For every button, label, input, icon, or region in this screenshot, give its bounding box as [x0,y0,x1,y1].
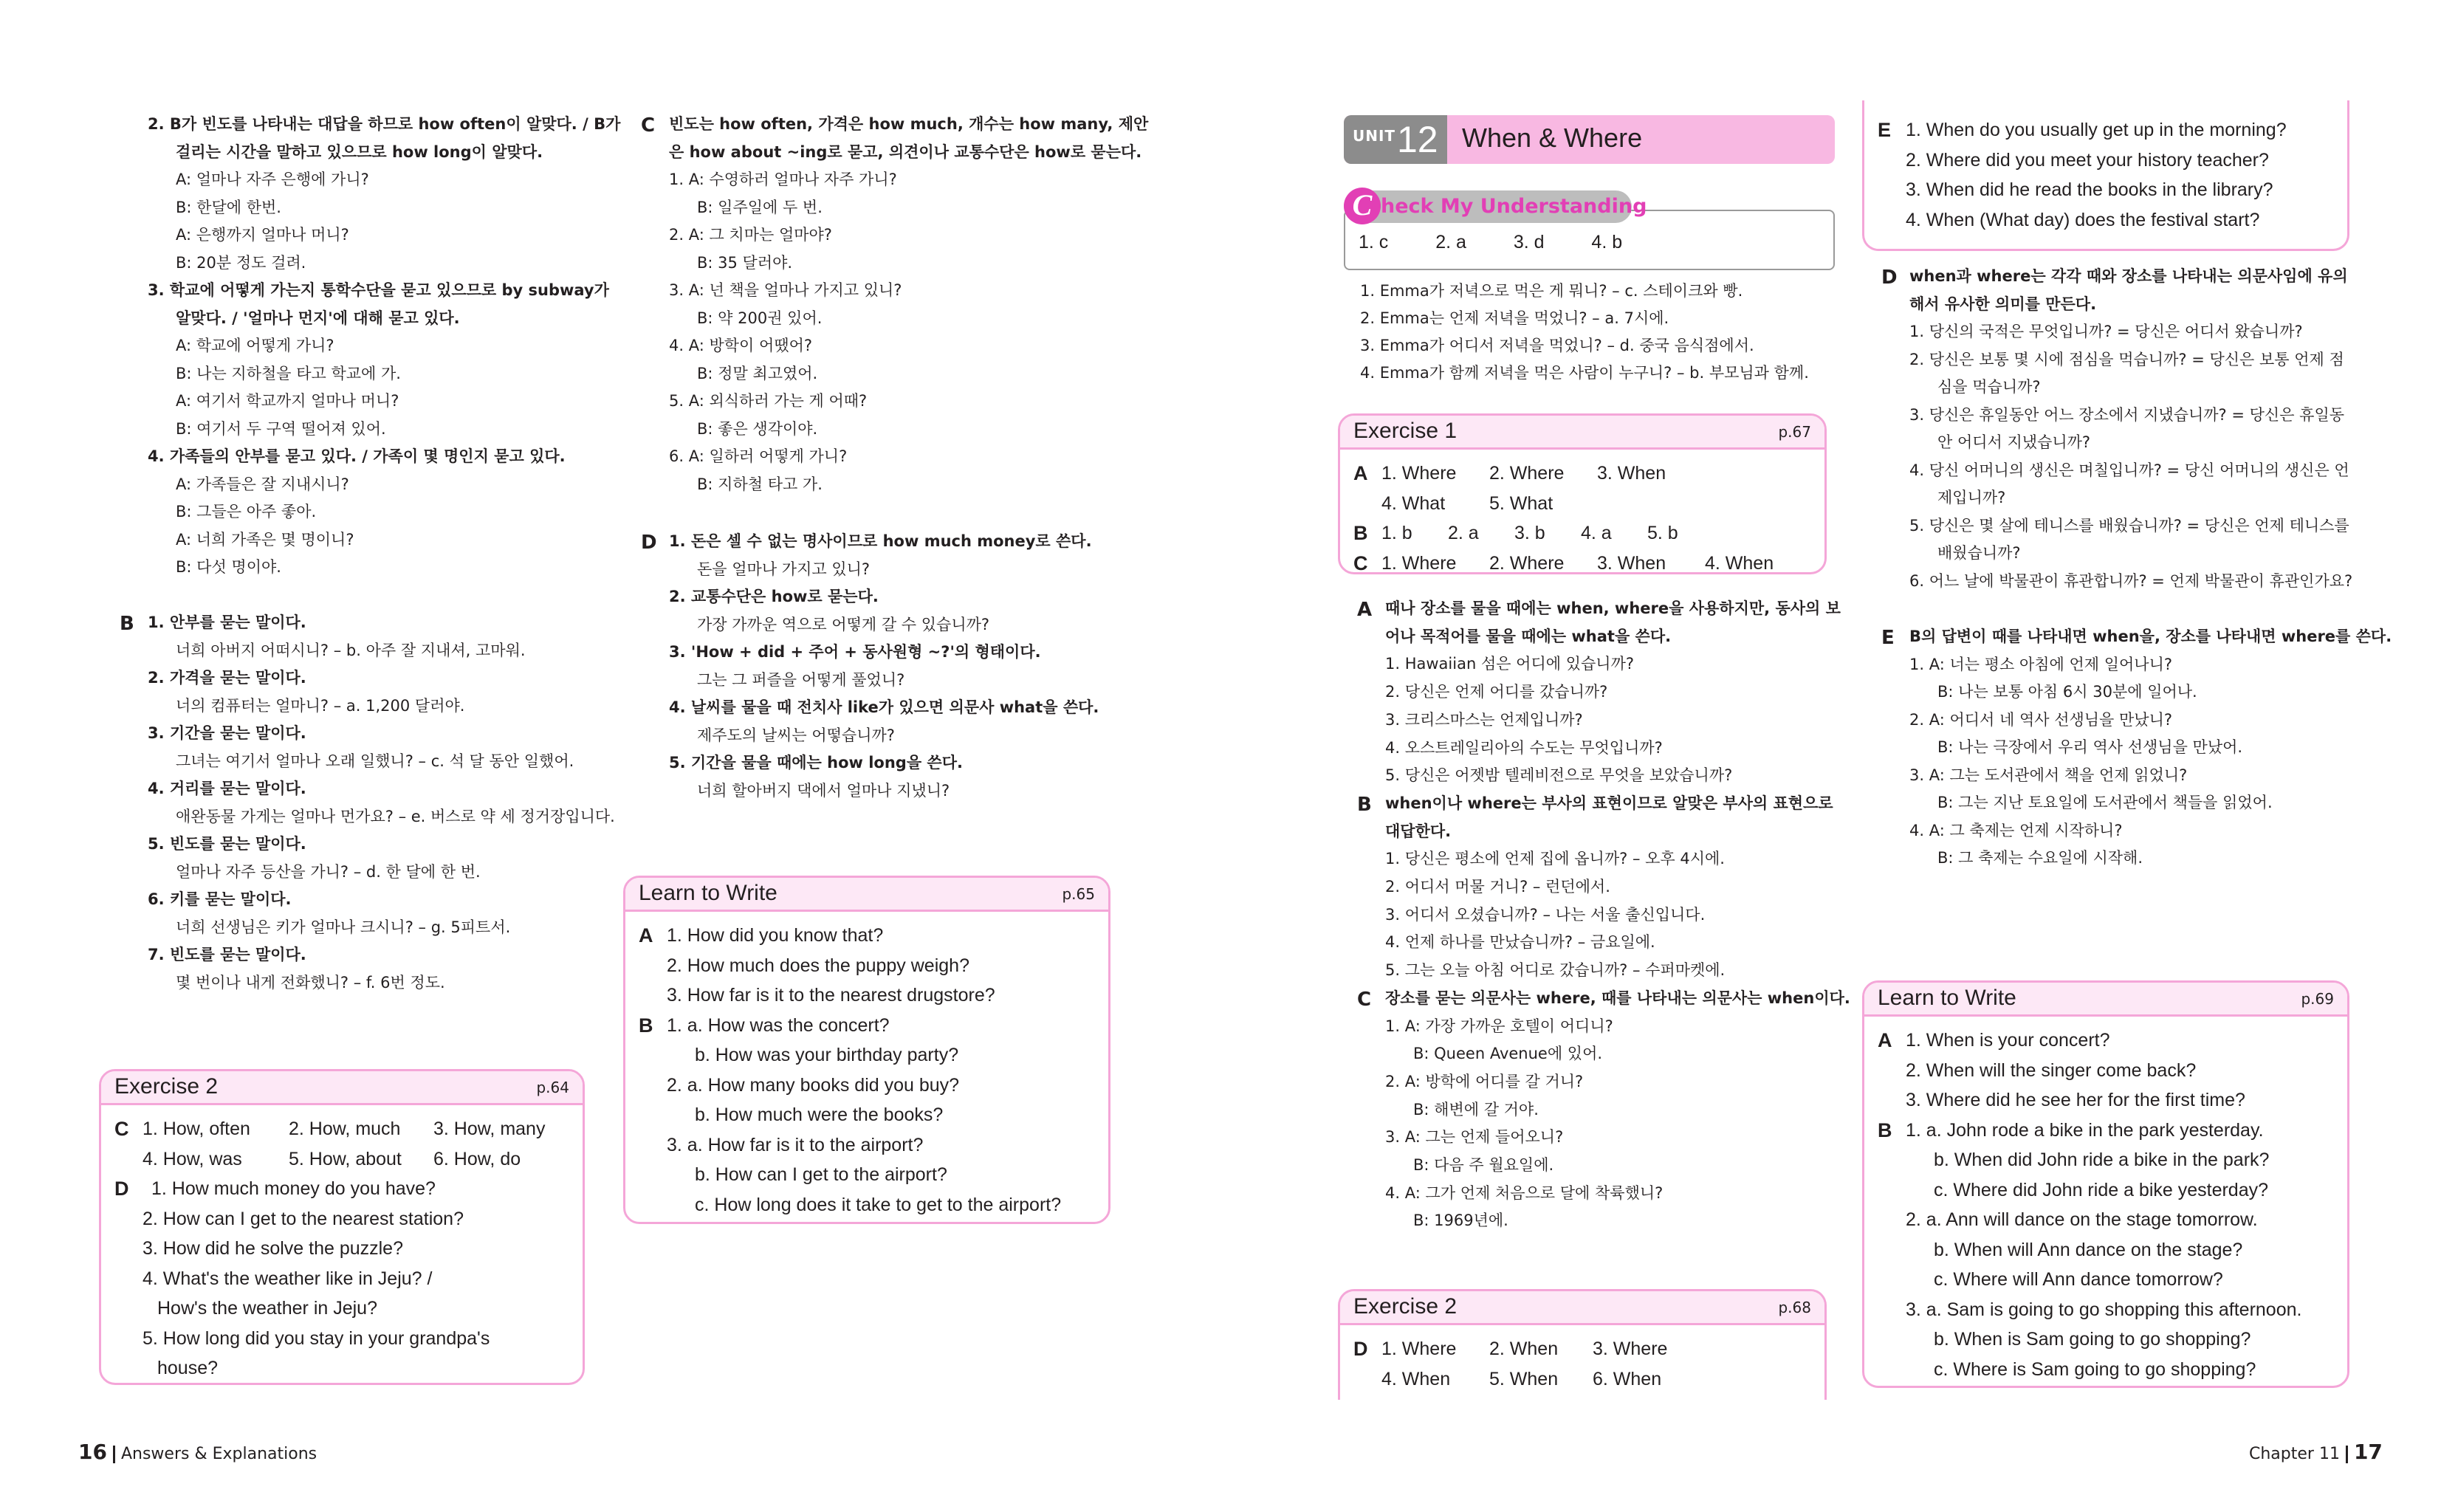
answer: 2. a. How many books did you buy? [667,1074,960,1096]
explanation-line: 장소를 묻는 의문사는 where, 때를 나타내는 의문사는 when이다. [1385,989,1850,1007]
unit-number: 12 [1397,119,1438,160]
explanation-line: B: 해변에 갈 거야. [1413,1100,1539,1118]
section-letter: A [639,924,653,946]
answer: 3. b [1514,523,1545,543]
section-c [1357,985,1850,1235]
answer: c. Where is Sam going to go shopping? [1934,1358,2256,1380]
explanation-line: 5. 그는 오늘 아침 어디로 갔습니까? – 수퍼마켓에. [1385,961,1726,980]
explanation-line: 배웠습니까? [1937,544,2021,562]
answer: 2. a. Ann will dance on the stage tomorrow. [1906,1209,2258,1230]
explanation-line: 4. 당신 어머니의 생신은 며칠입니까? = 당신 어머니의 생신은 언 [1909,461,2349,479]
section-c-lines [1385,985,1850,1235]
explanation-line: 1. A: 수영하러 얼마나 자주 가니? [669,171,897,188]
section-letter: C [1353,551,1368,574]
answer: 2. a [1448,523,1479,543]
answer: 2. a [1435,232,1466,252]
explanation-line: 2. Emma는 언제 저녁을 먹었니? – a. 7시에. [1360,309,1669,327]
explanation-line: 안 어디서 지냈습니까? [1937,433,2091,451]
explanation-line: 2. A: 방학에 어디를 갈 거니? [1385,1072,1584,1090]
explanation-line: 3. 학교에 어떻게 가는지 통학수단을 묻고 있으므로 by subway가 [148,281,609,299]
explanation-line: 2. 가격을 묻는 말이다. [148,669,306,687]
explanation-line: A: 은행까지 얼마나 머니? [176,226,349,244]
explanation-line: 3. 어디서 오셨습니까? – 나는 서울 출신입니다. [1385,905,1706,924]
explanation-line: 5. 빈도를 묻는 말이다. [148,835,306,853]
answer: 4. What's the weather like in Jeju? / [143,1268,433,1289]
exercise-1-explanations [1357,595,1850,1235]
page-number: 17 [2353,1440,2383,1464]
answer: 5. b [1647,523,1678,543]
explanation-line: B: 다음 주 월요일에. [1413,1156,1554,1175]
section-letter: A [1357,599,1373,621]
answer: 2. When will the singer come back? [1906,1059,2197,1081]
explanation-line: 너희 아버지 어떠시니? – b. 아주 잘 지내셔, 고마워. [176,641,526,659]
explanation-line: B: 지하철 타고 가. [697,475,823,493]
explanation-line: 2. A: 어디서 네 역사 선생님을 만났니? [1909,710,2173,729]
explanation-line: 돈을 얼마나 가지고 있니? [697,560,871,578]
box-title: Exercise 2 [114,1074,219,1099]
answer: 3. How far is it to the nearest drugstore? [667,985,995,1006]
answer: 2. How much does the puppy weigh? [667,955,969,976]
explanation-line: 너희 선생님은 키가 얼마나 크시니? – g. 5피트서. [176,918,511,936]
section-letter: C [1357,988,1372,1011]
section-d [1881,263,2361,595]
answer: 1. a. John rode a bike in the park yesterday. [1906,1119,2264,1141]
explanation-line: 2. 당신은 보통 몇 시에 점심을 먹습니까? = 당신은 보통 언제 점 [1909,350,2344,368]
explanation-line: B: 한달에 한번. [176,198,281,216]
explanation-line: 5. A: 외식하러 가는 게 어때? [669,392,868,410]
explanation-line: A: 얼마나 자주 은행에 가니? [176,171,369,188]
c-badge-icon: C [1344,188,1381,224]
answer: 4. When (What day) does the festival start? [1906,209,2260,230]
exercise-2-box-right [1338,1289,1827,1400]
answer: 5. When [1489,1368,1559,1389]
explanation-line: 4. 가족들의 안부를 묻고 있다. / 가족이 몇 명인지 묻고 있다. [148,447,566,465]
explanation-line: B: 일주일에 두 번. [697,198,823,216]
answer: 3. a. How far is it to the airport? [667,1134,924,1155]
answer: 2. Where [1489,463,1565,484]
answer: 1. How, often [143,1118,250,1139]
explanation-line: 1. 당신의 국적은 무엇입니까? = 당신은 어디서 왔습니까? [1909,323,2303,340]
answer: How's the weather in Jeju? [157,1298,377,1319]
explanation-line: 제주도의 날씨는 어떻습니까? [697,726,895,744]
explanation-line: 1. 안부를 묻는 말이다. [148,614,306,631]
section-letter: B [1878,1118,1892,1141]
answer: 4. When [1705,552,1774,574]
answer: c. Where did John ride a bike yesterday? [1934,1179,2269,1200]
unit-title: When & Where [1462,123,1643,153]
answer: 5. What [1489,492,1553,514]
explanation-line: 3. A: 그는 언제 들어오니? [1385,1128,1564,1147]
cmu-answers [1359,232,1622,253]
explanation-line: 너의 컴퓨터는 얼마니? – a. 1,200 달러야. [176,696,465,715]
section-d [641,528,1128,805]
explanation-line: A: 가족들은 잘 지내시니? [176,475,349,493]
answer: 3. When [1597,552,1666,574]
section-letter: B [1357,793,1372,816]
answer: 6. When [1593,1368,1662,1389]
answer: 2. How can I get to the nearest station? [143,1208,464,1229]
section-letter: E [1878,119,1892,141]
section-letter: C [114,1118,129,1140]
exercise-2-continued-box [1862,100,2349,251]
answer: 6. How, do [433,1148,521,1169]
explanation-line: B: 여기서 두 구역 떨어져 있어. [176,419,386,438]
section-letter: A [1878,1029,1892,1051]
exercise-2-header [101,1071,583,1105]
answer: 1. When is your concert? [1906,1030,2110,1051]
exercise-2-box-left [99,1069,585,1385]
answer: b. How much were the books? [695,1104,944,1125]
explanation-line: 5. 기간을 물을 때에는 how long을 쓴다. [669,754,963,772]
answer: 1. a. How was the concert? [667,1014,890,1036]
section-letter: A [1353,462,1368,484]
page-ref: p.67 [1778,423,1811,441]
section-e [1881,623,2392,873]
answer: 2. When [1489,1339,1559,1359]
explanation-line: 7. 빈도를 묻는 말이다. [148,946,306,963]
explanation-line: 3. A: 넌 책을 얼마나 가지고 있니? [669,281,902,299]
section-letter: D [1881,267,1898,289]
explanation-line: 4. 언제 하나를 만났습니까? – 금요일에. [1385,933,1655,952]
separator [113,1446,115,1463]
box-title: Learn to Write [1878,986,2016,1010]
explanation-line: 해서 유사한 의미를 만든다. [1909,295,2097,313]
explanation-line: 2. 당신은 언제 어디를 갔습니까? [1385,683,1608,701]
unit-tag [1344,115,1447,164]
answer: 4. How, was [143,1148,242,1169]
explanation-line: B: 나는 지하철을 타고 학교에 가. [176,364,401,382]
explanation-line: 제입니까? [1937,489,2006,506]
explanation-line: 2. 교통수단은 how로 묻는다. [669,588,879,605]
explanation-line: 4. 날씨를 물을 때 전치사 like가 있으면 의문사 what을 쓴다. [669,698,1099,716]
section-letter: E [1881,627,1895,649]
answer: 4. What [1381,492,1446,514]
explanation-line: B: 1969년에. [1413,1212,1508,1230]
explanation-line: B: 35 달러야. [697,253,793,272]
explanation-line: 빈도는 how often, 가격은 how much, 개수는 how many, 제안 [669,115,1149,133]
box-title: Exercise 1 [1353,419,1458,443]
learn-to-write-header [625,878,1108,912]
explanation-line: 심을 먹습니까? [1937,378,2041,396]
exercise-1-box [1338,413,1827,574]
section-letter: D [1353,1338,1368,1360]
explanation-line: 4. A: 그가 언제 처음으로 달에 착륙했니? [1385,1183,1664,1202]
section-b-lines [1385,790,1837,985]
explanation-line: 알맞다. / '얼마나 먼지'에 대해 묻고 있다. [176,309,460,327]
cmu-explanations [1360,278,1833,387]
explanation-line: 그녀는 여기서 얼마나 오래 일했니? – c. 석 달 동안 일했어. [176,752,574,770]
section-letter: D [114,1178,129,1200]
check-my-understanding-label [1344,188,1647,223]
explanation-line: when과 where는 각각 때와 장소를 나타내는 의문사임에 유의 [1909,267,2348,285]
explanation-line: 대답한다. [1385,822,1452,840]
footer-text: Chapter 11 [2249,1445,2340,1463]
explanation-line: 2. 어디서 머물 거니? – 런던에서. [1385,878,1610,896]
section-d-lines [669,528,1128,805]
answer: c. Where will Ann dance tomorrow? [1934,1269,2223,1290]
page-ref: p.68 [1778,1299,1811,1316]
explanation-line: B: 좋은 생각이야. [697,419,818,438]
explanation-line: 2. A: 그 치마는 얼마야? [669,226,832,244]
separator [2346,1446,2348,1463]
section-c [641,111,1149,498]
answer: 5. How, about [289,1148,402,1169]
explanation-line: B의 답변이 때를 나타내면 when을, 장소를 나타내면 where를 쓴다. [1909,628,2392,645]
answer: 1. b [1381,523,1412,543]
footer-right [2249,1440,2383,1464]
answer: 3. How did he solve the puzzle? [143,1238,403,1259]
answer: 5. How long did you stay in your grandpa's [143,1327,490,1349]
explanation-line: 6. A: 일하러 어떻게 가니? [669,447,848,465]
answer: house? [157,1358,219,1378]
explanation-line: 4. A: 그 축제는 언제 시작하니? [1909,821,2123,839]
answer: 4. b [1591,232,1623,252]
answer: 4. a [1581,523,1612,543]
answer: 3. How, many [433,1118,546,1139]
explanation-line: 그는 그 퍼즐을 어떻게 풀었니? [697,670,905,689]
left-column-2 [641,111,1149,805]
answer: c. How long does it take to get to the airport? [695,1194,1062,1215]
explanation-line: 3. A: 그는 도서관에서 책을 언제 읽었니? [1909,766,2188,784]
explanation-line: 1. 당신은 평소에 언제 집에 옵니까? – 오후 4시에. [1385,850,1725,868]
explanation-line: B: 정말 최고였어. [697,364,818,382]
answer: b. How can I get to the airport? [695,1164,947,1185]
section-b [1357,790,1837,985]
explanation-line: 때나 장소를 물을 때에는 when, where을 사용하지만, 동사의 보 [1385,599,1841,617]
learn-to-write-header [1864,983,2347,1017]
answer: 2. Where [1489,552,1565,574]
spacer [148,582,591,610]
answer: b. When is Sam going to go shopping? [1934,1329,2251,1350]
explanation-line: 6. 키를 묻는 말이다. [148,890,292,908]
answer: 1. Where [1381,1339,1457,1359]
explanation-line: 6. 어느 날에 박물관이 휴관합니까? = 언제 박물관이 휴관인가요? [1909,571,2353,590]
explanation-line: 걸리는 시간을 말하고 있으므로 how long이 알맞다. [176,142,543,161]
explanation-line: B: 약 200권 있어. [697,309,823,327]
page-ref: p.65 [1062,885,1095,903]
answer: 1. Where [1381,552,1457,574]
explanation-line: 4. Emma가 함께 저녁을 먹은 사람이 누구니? – b. 부모님과 함께. [1360,364,1809,382]
section-c-lines [669,111,1149,498]
explanation-line: A: 학교에 어떻게 가니? [176,337,334,354]
answer: b. When will Ann dance on the stage? [1934,1239,2243,1260]
section-d-lines [1909,263,2361,595]
section-letter: B [639,1014,653,1037]
explanation-line: 4. 거리를 묻는 말이다. [148,780,306,797]
explanation-line: 1. Emma가 저녁으로 먹은 게 뭐니? – c. 스테이크와 빵. [1360,282,1743,300]
explanation-line: 5. 당신은 어젯밤 텔레비전으로 무엇을 보았습니까? [1385,766,1733,785]
section-letter: C [641,114,656,137]
cmu-title: heck My Understanding [1381,195,1647,218]
answer: 1. c [1359,232,1389,252]
answer: 3. When did he read the books in the library? [1906,179,2273,200]
explanation-line: B: 다섯 명이야. [176,558,281,576]
answer: 3. d [1513,232,1545,252]
answer: b. When did John ride a bike in the park? [1934,1150,2270,1170]
right-column-2 [1881,263,2392,873]
section-letter: B [120,613,134,635]
explanation-line: B: 그 축제는 수요일에 시작해. [1937,849,2143,867]
answer: 1. How much money do you have? [151,1178,436,1199]
answer: 4. When [1381,1368,1451,1389]
explanation-line: A: 여기서 학교까지 얼마나 머니? [176,392,399,410]
learn-to-write-box-right [1862,980,2349,1388]
explanation-line: when이나 where는 부사의 표현이므로 알맞은 부사의 표현으로 [1385,794,1833,812]
section-b [120,609,591,637]
explanation-line: B: 나는 극장에서 우리 역사 선생님을 만났어. [1937,738,2243,756]
section-letter: D [641,532,657,554]
answer: 2. Where did you meet your history teacher? [1906,149,2269,171]
section-a-lines [1385,595,1841,790]
explanation-line: 1. A: 너는 평소 아침에 언제 일어나니? [1909,655,2173,673]
explanation-line: B: 그들은 아주 좋아. [176,503,317,520]
explanation-line: 1. 돈은 셀 수 없는 명사이므로 how much money로 쓴다. [669,532,1092,550]
explanation-line: 어나 목적어를 물을 때에는 what을 쓴다. [1385,627,1672,645]
left-column-1 [120,111,621,997]
explanation-line: B: Queen Avenue에 있어. [1413,1045,1603,1063]
explanation-line: 너희 할아버지 댁에서 얼마나 지냈니? [697,781,950,800]
answer: 3. Where [1593,1339,1668,1359]
explanation-line: 3. Emma가 어디서 저녁을 먹었니? – d. 중국 음식점에서. [1360,337,1754,354]
exercise-1-header [1340,416,1824,450]
answer: b. How was your birthday party? [695,1045,959,1065]
footer-left [78,1440,317,1464]
exercise-2-header [1340,1291,1824,1325]
answer: 1. When do you usually get up in the morning? [1906,120,2287,140]
explanation-line: B: 그는 지난 토요일에 도서관에서 책들을 읽었어. [1937,794,2273,811]
answer: 1. Where [1381,463,1457,484]
answer: 2. How, much [289,1118,401,1139]
explanation-line: 5. 당신은 몇 살에 테니스를 배웠습니까? = 당신은 언제 테니스를 [1909,516,2349,535]
explanation-line: 은 how about ~ing로 묻고, 의견이나 교통수단은 how로 묻는다. [669,142,1142,161]
explanation-line: B: 20분 정도 걸려. [176,253,306,272]
page-ref: p.69 [2301,990,2334,1008]
answer: 3. a. Sam is going to go shopping this afternoon. [1906,1299,2302,1320]
unit-title-bar [1344,115,1835,164]
explanation-line: 3. 'How + did + 주어 + 동사원형 ~?'의 형태이다. [669,643,1041,661]
answer: 1. How did you know that? [667,925,884,946]
answer: 3. When [1597,463,1666,484]
explanation-line: 1. A: 가장 가까운 호텔이 어디니? [1385,1017,1613,1035]
learn-to-write-box-left [623,876,1110,1224]
explanation-line: 가장 가까운 역으로 어떻게 갈 수 있습니까? [697,615,990,633]
footer-text: Answers & Explanations [120,1445,317,1463]
page-number: 16 [78,1440,107,1464]
answer: 3. Where did he see her for the first time? [1906,1090,2245,1110]
explanation-line: 애완동물 가게는 얼마나 먼가요? – e. 버스로 약 세 정거장입니다. [176,807,615,825]
explanation-line: 3. 크리스마스는 언제입니까? [1385,710,1583,729]
explanation-line: 4. A: 방학이 어땠어? [669,337,812,354]
section-letter: B [1353,522,1368,544]
page-ref: p.64 [536,1079,569,1096]
explanation-line: A: 너희 가족은 몇 명이니? [176,530,354,549]
box-title: Learn to Write [639,881,777,905]
explanation-line: 1. Hawaiian 섬은 어디에 있습니까? [1385,655,1635,673]
section-e-lines [1909,623,2392,873]
unit-label: UNIT [1353,127,1396,145]
explanation-line: B: 나는 보통 아침 6시 30분에 일어나. [1937,683,2197,701]
explanation-line: 4. 오스트레일리아의 수도는 무엇입니까? [1385,738,1663,757]
explanation-line: 2. B가 빈도를 나타내는 대답을 하므로 how often이 알맞다. / B가 [148,115,621,133]
explanation-line: 얼마나 자주 등산을 가니? – d. 한 달에 한 번. [176,862,481,881]
explanation-line: 3. 기간을 묻는 말이다. [148,724,306,742]
explanation-line: 3. 당신은 휴일동안 어느 장소에서 지냈습니까? = 당신은 휴일동 [1909,405,2345,424]
section-a [1357,595,1841,790]
explanation-line: 몇 번이나 내게 전화했니? – f. 6번 정도. [176,973,445,992]
box-title: Exercise 2 [1353,1294,1458,1319]
